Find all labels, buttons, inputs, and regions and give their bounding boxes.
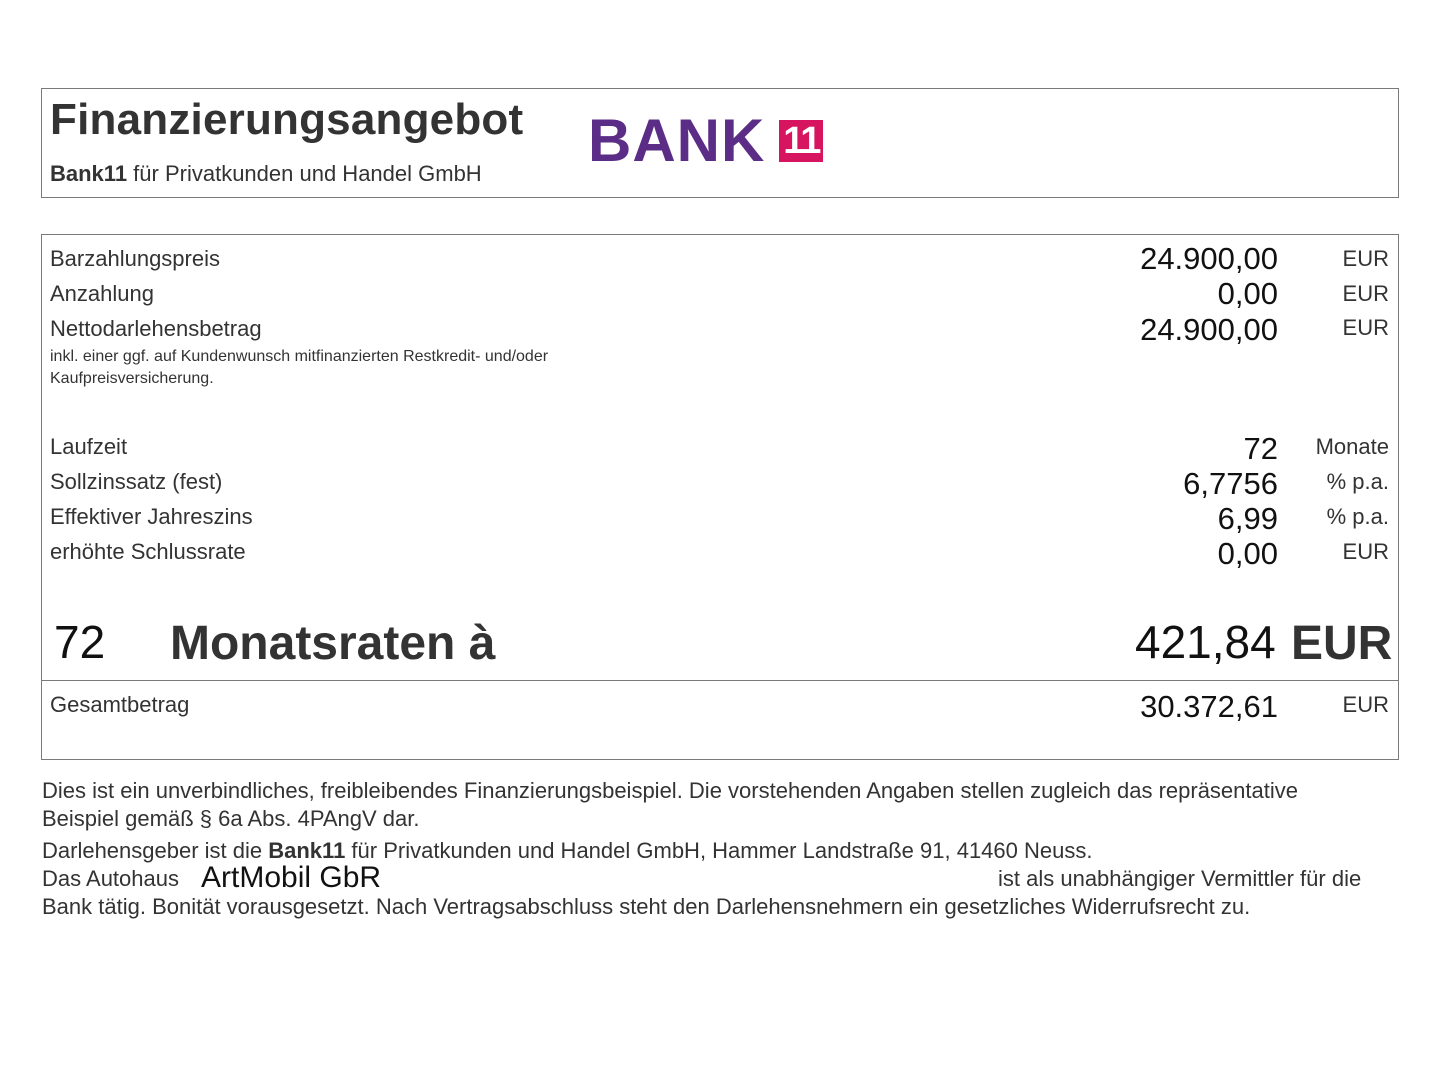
label-laufzeit: Laufzeit — [50, 434, 128, 459]
unit-sollzinssatz: % p.a. — [1326, 469, 1389, 494]
disclaimer-lender — [42, 838, 1092, 864]
dealer-name: ArtMobil GbR — [201, 861, 382, 894]
value-anzahlung: 0,00 — [1217, 276, 1278, 311]
value-sollzinssatz: 6,7756 — [1183, 466, 1278, 501]
value-nettodarlehensbetrag: 24.900,00 — [1140, 312, 1278, 347]
unit-nettodarlehensbetrag: EUR — [1342, 315, 1389, 340]
monthly-rate-count: 72 — [54, 616, 106, 668]
logo-wordmark: BANK — [588, 107, 766, 174]
monthly-rate-label: Monatsraten à — [170, 617, 496, 670]
financing-table — [41, 234, 1399, 760]
monthly-rate-currency: EUR — [1291, 617, 1393, 670]
label-anzahlung: Anzahlung — [50, 281, 154, 306]
lender-name-bold: Bank11 — [50, 161, 128, 186]
insurance-note: inkl. einer ggf. auf Kundenwunsch mitfinanzierten Restkredit- und/oder Kaufpreisversicherung. — [50, 348, 549, 387]
header-box — [41, 88, 1399, 198]
disclaimer-line-1b: Beispiel gemäß § 6a Abs. 4PAngV dar. — [42, 806, 420, 831]
lender-prefix: Darlehensgeber ist die — [42, 838, 269, 863]
label-schlussrate: erhöhte Schlussrate — [50, 539, 246, 564]
page-title: Finanzierungsangebot — [50, 95, 524, 144]
label-sollzinssatz: Sollzinssatz (fest) — [50, 469, 223, 494]
unit-barzahlungspreis: EUR — [1342, 246, 1389, 271]
lender-name-rest: für Privatkunden und Handel GmbH — [127, 161, 482, 186]
value-barzahlungspreis: 24.900,00 — [1140, 241, 1278, 276]
label-gesamtbetrag: Gesamtbetrag — [50, 692, 190, 717]
unit-anzahlung: EUR — [1342, 281, 1389, 306]
dealer-prefix: Das Autohaus — [42, 866, 179, 891]
unit-laufzeit: Monate — [1315, 434, 1389, 459]
label-nettodarlehensbetrag: Nettodarlehensbetrag — [50, 316, 262, 341]
label-effektiver-jahreszins: Effektiver Jahreszins — [50, 504, 253, 529]
unit-effektiver-jahreszins: % p.a. — [1326, 504, 1389, 529]
lender-subtitle — [50, 161, 482, 187]
monthly-rate-amount: 421,84 — [1135, 616, 1276, 668]
unit-gesamtbetrag: EUR — [1342, 692, 1389, 717]
divider — [42, 680, 1398, 681]
lender-suffix: für Privatkunden und Handel GmbH, Hammer Landstraße 91, 41460 Neuss. — [345, 838, 1093, 863]
logo-badge: 11 — [779, 120, 823, 162]
disclaimer-line-4: Bank tätig. Bonität vorausgesetzt. Nach Vertragsabschluss steht den Darlehensnehmern ein gesetzliches Widerrufsrecht zu. — [42, 894, 1251, 919]
lender-bold: Bank11 — [268, 838, 346, 863]
value-effektiver-jahreszins: 6,99 — [1217, 501, 1278, 536]
label-barzahlungspreis: Barzahlungspreis — [50, 246, 220, 271]
bank11-logo — [588, 107, 823, 174]
unit-schlussrate: EUR — [1342, 539, 1389, 564]
value-schlussrate: 0,00 — [1217, 536, 1278, 571]
disclaimer-line-1: Dies ist ein unverbindliches, freibleibendes Finanzierungsbeispiel. Die vorstehenden Angaben stellen zugleich das repräsentative — [42, 778, 1298, 803]
value-laufzeit: 72 — [1243, 431, 1278, 466]
dealer-role: ist als unabhängiger Vermittler für die — [998, 866, 1362, 891]
value-gesamtbetrag: 30.372,61 — [1140, 689, 1278, 724]
